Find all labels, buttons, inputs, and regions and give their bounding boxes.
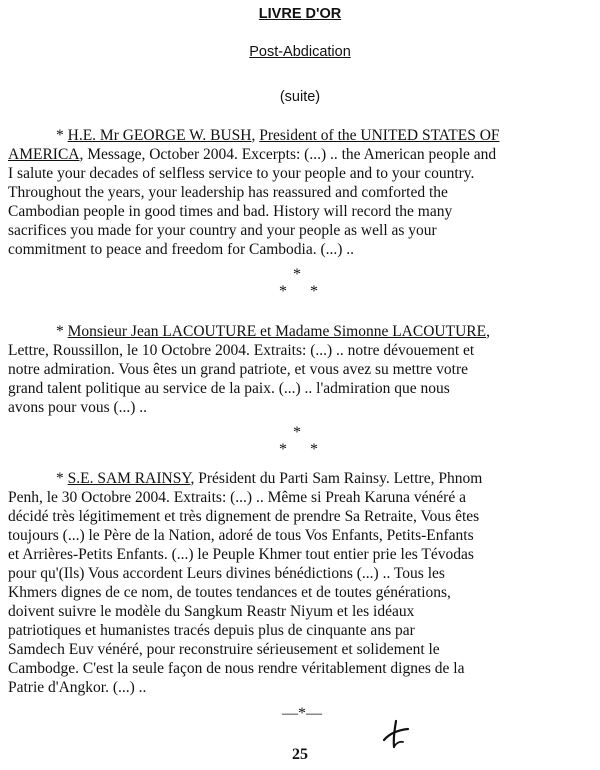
- entry-line: [8, 145, 586, 164]
- entry-line: Penh, le 30 Octobre 2004. Extraits: (...) .. Même si Preah Karuna vénéré a: [8, 489, 466, 506]
- entry-line: et Arrières-Petits Enfants. (...) le Peuple Khmer tout entier prie les Tévodas: [8, 546, 474, 563]
- entry-line: Throughout the years, your leadership has reassured and comforted the: [8, 184, 448, 201]
- entry-line: commitment to peace and freedom for Cambodia. (...) ..: [8, 241, 355, 258]
- entry-line: avons pour vous (...) ..: [8, 399, 148, 416]
- entry-line: Lettre, Roussillon, le 10 Octobre 2004. Extraits: (...) .. notre dévouement et: [8, 342, 475, 359]
- closing-mark: —*—: [282, 705, 322, 722]
- entry-author: Monsieur Jean LACOUTURE et Madame Simonne LACOUTURE: [67, 323, 487, 340]
- entry-line: Khmers dignes de ce nom, de toutes tendances et de toutes générations,: [8, 584, 451, 601]
- entry-text: ,: [486, 323, 490, 340]
- separator-star: *: [279, 283, 287, 300]
- entry-marker: *: [56, 470, 68, 487]
- entry-bush: [8, 126, 586, 259]
- page-number: 25: [292, 746, 308, 763]
- entry-line: notre admiration. Vous êtes un grand patriote, et vous avez su mettre votre: [8, 361, 468, 378]
- separator-star: *: [293, 424, 301, 441]
- entry-author-title: President of the UNITED STATES OF: [259, 127, 500, 144]
- entry-line: grand talent politique au service de la paix. (...) .. l'admiration que nous: [8, 380, 450, 397]
- entry-line: pour qu'(Ils) Vous accordent Leurs divines bénédictions (...) .. Tous les: [8, 565, 445, 582]
- entry-line: décidé très légitimement et très dignement de prendre Sa Retraite, Vous êtes: [8, 508, 480, 525]
- entry-line: patriotiques et humanistes tracés depuis plus de cinquante ans par: [8, 622, 415, 639]
- continuation-note: (suite): [279, 89, 321, 105]
- separator-star: *: [293, 266, 301, 283]
- entry-marker: *: [56, 323, 68, 340]
- entry-author-title: AMERICA: [8, 146, 80, 163]
- entry-line: Cambodge. C'est la seule façon de nous rendre véritablement dignes de la: [8, 660, 465, 677]
- entry-line: Samdech Euv vénéré, pour reconstruire sérieusement et solidement le: [8, 641, 440, 658]
- entry-line: [8, 322, 586, 341]
- entry-line: Cambodian people in good times and bad. History will record the many: [8, 203, 453, 220]
- separator-star: *: [310, 283, 318, 300]
- entry-line: doivent suivre le modèle du Sangkum Reastr Niyum et les idéaux: [8, 603, 415, 620]
- entry-sam-rainsy: [8, 469, 586, 697]
- entry-text: ,: [251, 127, 260, 144]
- entry-author: H.E. Mr GEORGE W. BUSH: [67, 127, 252, 144]
- entry-marker: *: [56, 127, 68, 144]
- entry-text: , Message, October 2004. Excerpts: (...) .. the American people and: [79, 146, 497, 163]
- entry-line: [8, 469, 586, 488]
- entry-text: , Président du Parti Sam Rainsy. Lettre, Phnom: [190, 470, 483, 487]
- entry-line: Patrie d'Angkor. (...) ..: [8, 679, 147, 696]
- page-title: LIVRE D'OR: [258, 6, 342, 22]
- entry-author: S.E. SAM RAINSY: [67, 470, 191, 487]
- entry-lacouture: [8, 322, 586, 417]
- page-subtitle: Post-Abdication: [249, 44, 351, 60]
- entry-line: I salute your decades of selfless service to your people and to your country.: [8, 165, 475, 182]
- separator-star: *: [279, 441, 287, 458]
- entry-line: toujours (...) le Père de la Nation, adoré de tous Vos Enfants, Petits-Enfants: [8, 527, 474, 544]
- entry-line: sacrifices you made for your country and your people as well as your: [8, 222, 437, 239]
- entry-line: [8, 126, 586, 145]
- separator-star: *: [310, 441, 318, 458]
